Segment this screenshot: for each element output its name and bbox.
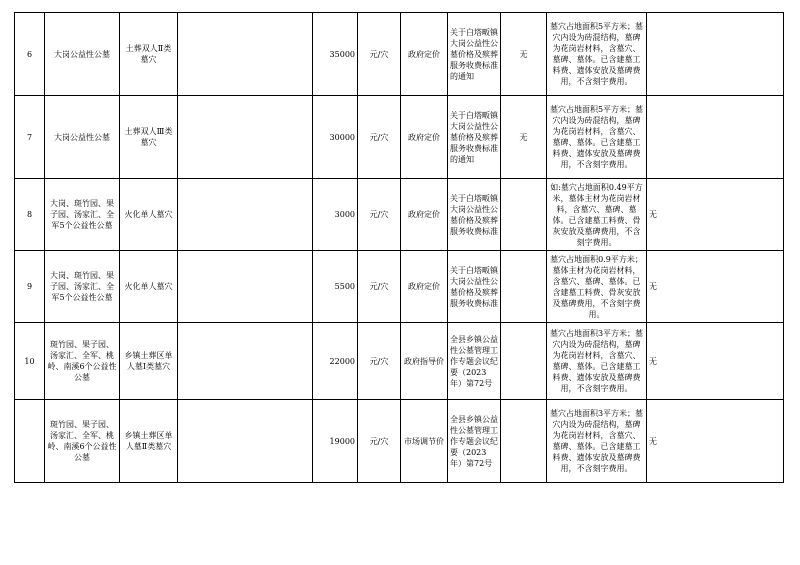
cell-extra-fee	[501, 251, 547, 323]
cell-row-number: 6	[15, 13, 45, 96]
cell-price: 19000	[313, 400, 358, 483]
cell-cemetery-name: 斑竹园、果子园、汤家汇、全军、桃岭、南溪6个公益性公墓	[45, 323, 120, 400]
cell-pricing-basis: 关于白塔畈镇大岗公益性公墓价格及殡葬服务收费标准的通知	[448, 96, 501, 179]
cell-extra-fee: 无	[501, 96, 547, 179]
cell-service-description: 如:墓穴占地面积0.49平方米，墓体主材为花岗岩材料，含墓穴、墓碑、墓体。已含建墓工料费、骨灰安放及墓碑费用，不含刻字费用。	[547, 179, 647, 251]
table-row	[15, 179, 784, 251]
cemetery-fee-table	[14, 12, 784, 483]
cell-pricing-basis: 关于白塔畈镇大岗公益性公墓价格及殡葬服务收费标准	[448, 179, 501, 251]
cell-extra-fee	[501, 323, 547, 400]
cell-price: 5500	[313, 251, 358, 323]
cell-row-number: 9	[15, 251, 45, 323]
cell-remarks: 无	[647, 400, 784, 483]
cell-remarks: 无	[647, 323, 784, 400]
cell-price-unit: 元/穴	[358, 96, 401, 179]
cell-row-number: 7	[15, 96, 45, 179]
cell-plot-type: 土葬双人Ⅱ类墓穴	[120, 13, 178, 96]
table-row	[15, 13, 784, 96]
cell-blank	[178, 13, 313, 96]
cell-blank	[178, 179, 313, 251]
cell-service-description: 墓穴占地面积3平方米；墓穴内设为砖混结构，墓碑为花岗岩材料，含墓穴、墓碑、墓体。已含建墓工料费、遗体安放及墓碑费用，不含刻字费用。	[547, 400, 647, 483]
cell-plot-type: 土葬双人Ⅲ类墓穴	[120, 96, 178, 179]
cell-price-unit: 元/穴	[358, 13, 401, 96]
cell-pricing-mode: 政府定价	[401, 251, 448, 323]
cell-pricing-basis: 关于白塔畈镇大岗公益性公墓价格及殡葬服务收费标准的通知	[448, 13, 501, 96]
table-row	[15, 400, 784, 483]
cell-service-description: 墓穴占地面积0.9平方米；墓体主材为花岗岩材料，含墓穴、墓碑、墓体。已含建墓工料费、骨灰安放及墓碑费用，不含刻字费用。	[547, 251, 647, 323]
cell-extra-fee	[501, 179, 547, 251]
cell-blank	[178, 400, 313, 483]
cell-price-unit: 元/穴	[358, 179, 401, 251]
cell-pricing-basis: 关于白塔畈镇大岗公益性公墓价格及殡葬服务收费标准	[448, 251, 501, 323]
cell-row-number: 10	[15, 323, 45, 400]
cell-cemetery-name: 大岗、斑竹园、果子园、汤家汇、全军5个公益性公墓	[45, 251, 120, 323]
cell-price-unit: 元/穴	[358, 323, 401, 400]
cell-pricing-mode: 政府定价	[401, 13, 448, 96]
cell-pricing-basis: 全县乡镇公益性公墓管理工作专题会议纪要（2023年）第72号	[448, 400, 501, 483]
cell-price: 22000	[313, 323, 358, 400]
cell-pricing-basis: 全县乡镇公益性公墓管理工作专题会议纪要（2023年）第72号	[448, 323, 501, 400]
cell-row-number: 8	[15, 179, 45, 251]
table-row	[15, 96, 784, 179]
cell-blank	[178, 323, 313, 400]
cell-service-description: 墓穴占地面积3平方米；墓穴内设为砖混结构，墓碑为花岗岩材料，含墓穴、墓碑、墓体。已含建墓工料费、遗体安放及墓碑费用，不含刻字费用。	[547, 323, 647, 400]
cell-pricing-mode: 政府定价	[401, 179, 448, 251]
cell-blank	[178, 96, 313, 179]
cell-cemetery-name: 大岗、斑竹园、果子园、汤家汇、全军5个公益性公墓	[45, 179, 120, 251]
cell-remarks: 无	[647, 251, 784, 323]
cell-extra-fee: 无	[501, 13, 547, 96]
table-row	[15, 323, 784, 400]
cell-extra-fee	[501, 400, 547, 483]
cell-service-description: 墓穴占地面积5平方米；墓穴内设为砖混结构，墓碑为花岗岩材料，含墓穴、墓碑、墓体。已含建墓工料费、遗体安放及墓碑费用，不含刻字费用。	[547, 96, 647, 179]
cell-remarks	[647, 13, 784, 96]
cell-plot-type: 乡镇土葬区单人墓Ⅰ类墓穴	[120, 323, 178, 400]
cell-plot-type: 火化单人墓穴	[120, 251, 178, 323]
cell-pricing-mode: 市场调节价	[401, 400, 448, 483]
cell-cemetery-name: 斑竹园、果子园、汤家汇、全军、桃岭、南溪6个公益性公墓	[45, 400, 120, 483]
cell-cemetery-name: 大岗公益性公墓	[45, 13, 120, 96]
cell-plot-type: 乡镇土葬区单人墓Ⅱ类墓穴	[120, 400, 178, 483]
cell-price: 30000	[313, 96, 358, 179]
cell-price: 3000	[313, 179, 358, 251]
cell-blank	[178, 251, 313, 323]
cell-pricing-mode: 政府指导价	[401, 323, 448, 400]
cell-service-description: 墓穴占地面积5平方米；墓穴内设为砖混结构，墓碑为花岗岩材料，含墓穴、墓碑、墓体。已含建墓工料费、遗体安放及墓碑费用，不含刻字费用。	[547, 13, 647, 96]
cell-remarks	[647, 96, 784, 179]
cell-remarks: 无	[647, 179, 784, 251]
cell-cemetery-name: 大岗公益性公墓	[45, 96, 120, 179]
cell-price: 35000	[313, 13, 358, 96]
cell-price-unit: 元/穴	[358, 400, 401, 483]
table-row	[15, 251, 784, 323]
cell-row-number	[15, 400, 45, 483]
cell-pricing-mode: 政府定价	[401, 96, 448, 179]
cell-price-unit: 元/穴	[358, 251, 401, 323]
cell-plot-type: 火化单人墓穴	[120, 179, 178, 251]
